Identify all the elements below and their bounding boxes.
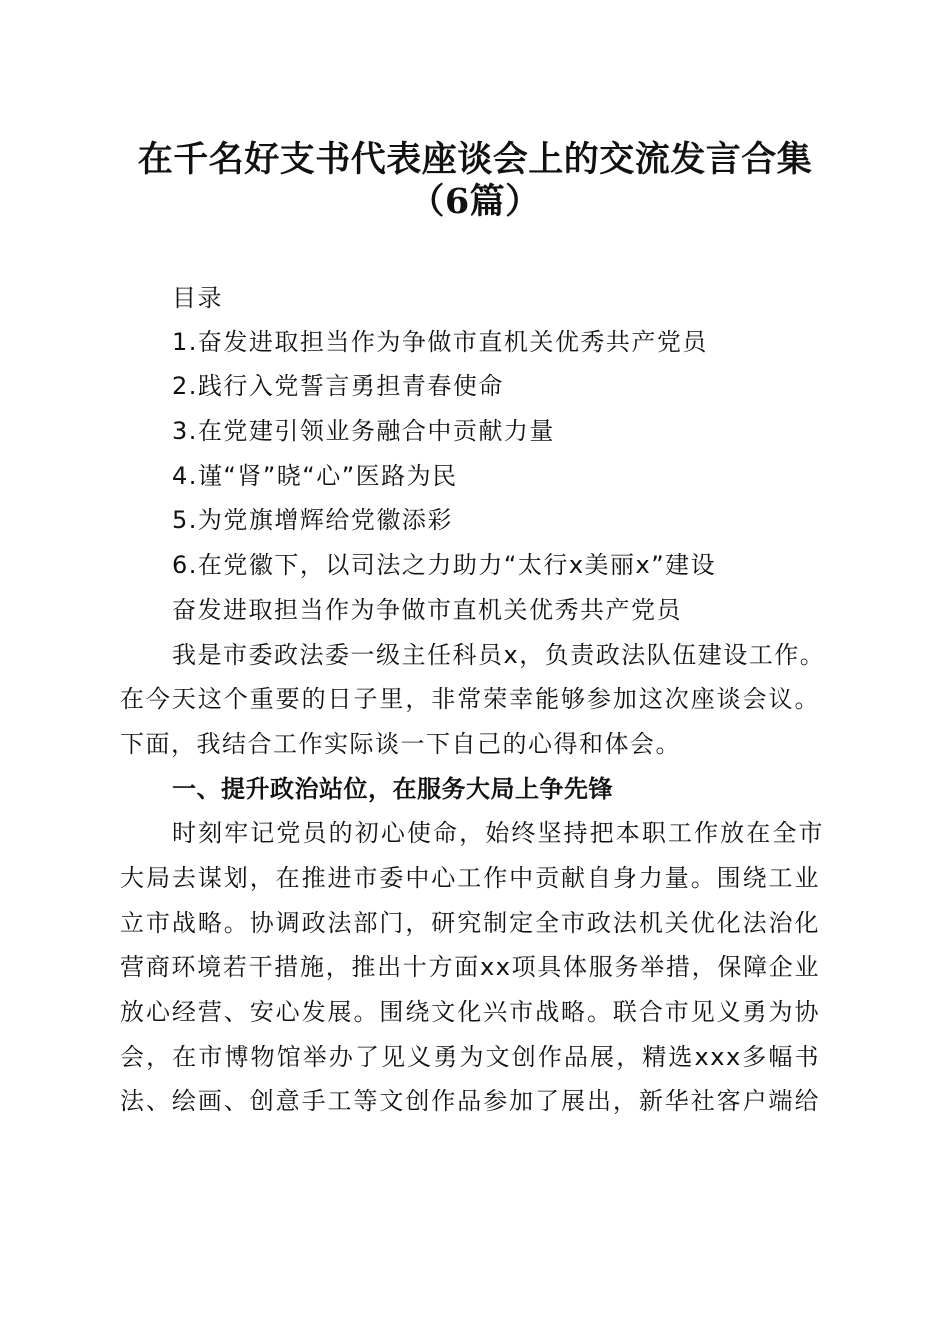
section-title: 奋发进取担当作为争做市直机关优秀共产党员 [172,596,682,624]
toc-item: 4.谨“肾”晓“心”医路为民 [172,462,458,490]
toc-item: 1.奋发进取担当作为争做市直机关优秀共产党员 [172,328,708,356]
paragraph-line: 法、绘画、创意手工等文创作品参加了展出，新华社客户端给 [120,1087,820,1115]
paragraph-line: 立市战略。协调政法部门，研究制定全市政法机关优化法治化 [120,909,820,937]
paragraph-line: 时刻牢记党员的初心使命，始终坚持把本职工作放在全市 [172,819,824,847]
paragraph-line: 下面，我结合工作实际谈一下自己的心得和体会。 [120,730,681,758]
paragraph-line: 我是市委政法委一级主任科员x，负责政法队伍建设工作。 [172,641,826,669]
paragraph-line: 放心经营、安心发展。围绕文化兴市战略。联合市见义勇为协 [120,998,820,1026]
toc-item: 6.在党徽下，以司法之力助力“太行x美丽x”建设 [172,551,717,579]
toc-item: 2.践行入党誓言勇担青春使命 [172,372,504,400]
toc-item: 5.为党旗增辉给党徽添彩 [172,506,453,534]
document-title-line2: （6篇） [409,181,541,222]
paragraph-line: 大局去谋划，在推进市委中心工作中贡献自身力量。围绕工业 [120,864,820,892]
section-heading: 一、提升政治站位，在服务大局上争先锋 [172,775,613,803]
paragraph-line: 营商环境若干措施，推出十方面xx项具体服务举措，保障企业 [120,953,820,981]
paragraph-line: 在今天这个重要的日子里，非常荣幸能够参加这次座谈会议。 [120,685,820,713]
toc-item: 3.在党建引领业务融合中贡献力量 [172,417,555,445]
paragraph-line: 会，在市博物馆举办了见义勇为文创作品展，精选xxx多幅书 [120,1043,820,1071]
toc-label: 目录 [172,284,223,312]
document-title-line1: 在千名好支书代表座谈会上的交流发言合集 [137,139,813,180]
